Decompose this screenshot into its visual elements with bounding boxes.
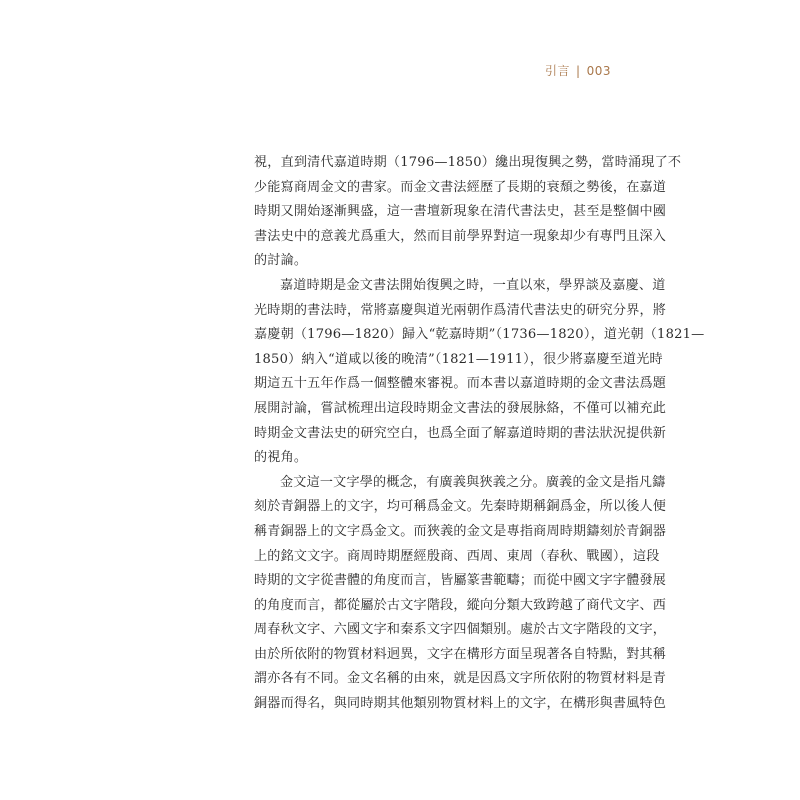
text-line: 的角度而言，都從屬於古文字階段，縱向分類大致跨越了商代文字、西 bbox=[254, 597, 667, 613]
text-line: 嘉道時期是金文書法開始復興之時，一直以來，學界談及嘉慶、道 bbox=[280, 277, 666, 293]
paragraph bbox=[254, 471, 667, 717]
text-line: 的討論。 bbox=[254, 253, 308, 269]
text-line: 期這五十五年作爲一個整體來審視。而本書以嘉道時期的金文書法爲題 bbox=[254, 376, 667, 392]
text-line: 的視角。 bbox=[254, 450, 308, 466]
text-line: 書法史中的意義尤爲重大，然而目前學界對這一現象却少有專門且深入 bbox=[254, 228, 667, 244]
text-line: 視，直到清代嘉道時期（1796—1850）纔出現復興之勢，當時涌現了不 bbox=[254, 155, 682, 170]
text-line: 時期金文書法史的研究空白，也爲全面了解嘉道時期的書法狀況提供新 bbox=[254, 425, 667, 441]
text-line: 稱青銅器上的文字爲金文。而狹義的金文是專指商周時期鑄刻於青銅器 bbox=[254, 523, 667, 539]
text-line: 金文這一文字學的概念，有廣義與狹義之分。廣義的金文是指凡鑄 bbox=[280, 474, 666, 490]
paragraph bbox=[254, 151, 682, 274]
text-line: 上的銘文文字。商周時期歷經殷商、西周、東周（春秋、戰國），這段 bbox=[254, 548, 660, 564]
text-line: 銅器而得名，與同時期其他類别物質材料上的文字，在構形與書風特色 bbox=[254, 696, 667, 712]
running-header bbox=[545, 62, 611, 79]
text-line: 光時期的書法時，常將嘉慶與道光兩朝作爲清代書法史的研究分界，將 bbox=[254, 302, 667, 318]
header-separator: | bbox=[576, 63, 581, 78]
text-line: 刻於青銅器上的文字，均可稱爲金文。先秦時期稱銅爲金，所以後人便 bbox=[254, 499, 667, 515]
section-title: 引言 bbox=[545, 64, 571, 78]
text-line: 展開討論，嘗試梳理出這段時期金文書法的發展脉絡，不僅可以補充此 bbox=[254, 400, 667, 416]
text-line: 少能寫商周金文的書家。而金文書法經歷了長期的衰頹之勢後，在嘉道 bbox=[254, 179, 667, 195]
body-text bbox=[254, 151, 705, 717]
text-line: 1850）納入“道咸以後的晚清”（1821—1911），很少將嘉慶至道光時 bbox=[254, 351, 663, 367]
text-line: 時期又開始逐漸興盛，這一書壇新現象在清代書法史，甚至是整個中國 bbox=[254, 204, 667, 220]
paragraph bbox=[254, 274, 705, 471]
text-line: 謂亦各有不同。金文名稱的由來，就是因爲文字所依附的物質材料是青 bbox=[254, 671, 667, 687]
text-line: 嘉慶朝（1796—1820）歸入“乾嘉時期”（1736—1820），道光朝（1821— bbox=[254, 327, 705, 343]
text-line: 周春秋文字、六國文字和秦系文字四個類别。處於古文字階段的文字， bbox=[254, 622, 667, 638]
text-line: 由於所依附的物質材料迥異，文字在構形方面呈現著各自特點，對其稱 bbox=[254, 646, 667, 662]
text-line: 時期的文字從書體的角度而言，皆屬篆書範疇；而從中國文字字體發展 bbox=[254, 573, 667, 589]
page-number: 003 bbox=[586, 63, 611, 78]
